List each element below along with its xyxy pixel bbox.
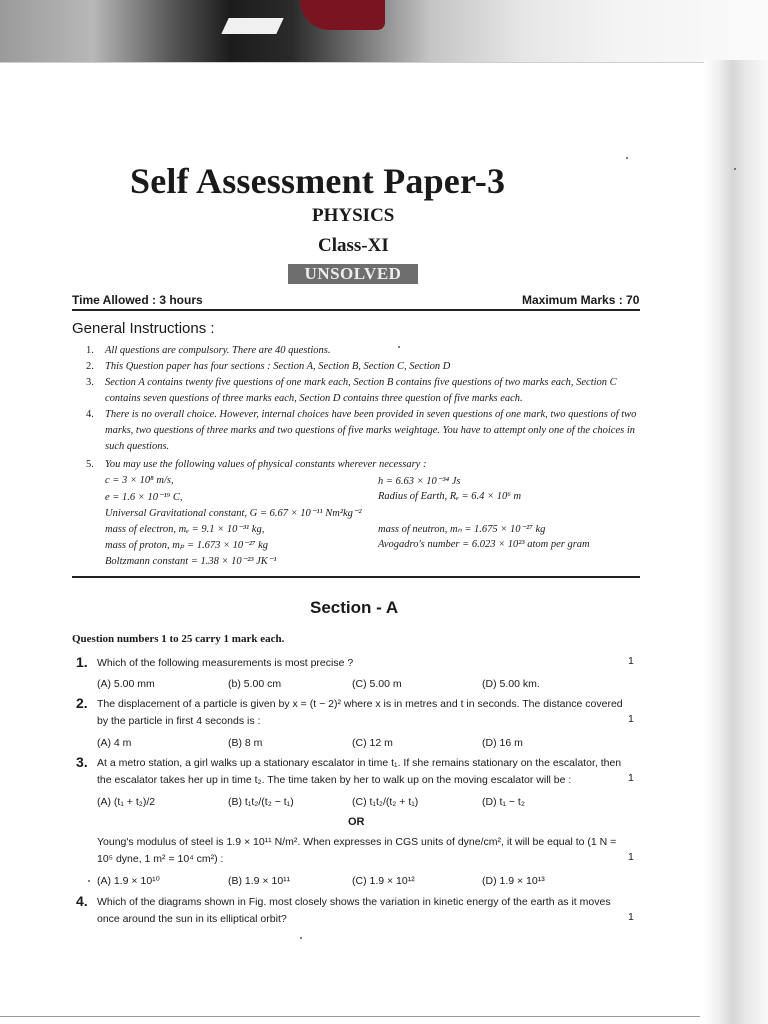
constant-electron-mass: mass of electron, mₑ = 9.1 × 10⁻³¹ kg, bbox=[105, 524, 265, 535]
instruction-number: 1. bbox=[86, 345, 94, 356]
question-text: Which of the diagrams shown in Fig. most closely shows the variation in kinetic energy of the earth as it moves once around the sun in its elliptical orbit? bbox=[97, 896, 611, 925]
instruction-text: Section A contains twenty five questions of one mark each, Section B contains five questions of two marks each, Section C contains seven questions of three marks each, Section D contains three question of five marks each. bbox=[105, 377, 617, 404]
question-text: Young's modulus of steel is 1.9 × 10¹¹ N/m². When expresses in CGS units of dyne/cm², it will be equal to (1 N = 10⁵ dyne, 1 m² = 10⁴ cm²) : bbox=[97, 836, 617, 865]
option-b: (B) 8 m bbox=[228, 737, 263, 749]
option-b: (B) t₁t₂/(t₂ − t₁) bbox=[228, 796, 294, 808]
question-text: At a metro station, a girl walks up a stationary escalator in time t₁. If she remains stationary on the escalator, then the escalator takes her up in time t₂. The time taken by her to walk up on the moving escalator will be : bbox=[97, 757, 622, 786]
constant-c: c = 3 × 10⁸ m/s, bbox=[105, 475, 174, 486]
scan-speck bbox=[398, 346, 400, 348]
option-c: (C) t₁t₂/(t₂ + t₁) bbox=[352, 796, 419, 808]
question-number: 3. bbox=[76, 754, 88, 770]
instruction-item bbox=[86, 359, 642, 375]
option-d: (D) 1.9 × 10¹³ bbox=[482, 875, 545, 887]
option-d: (D) 5.00 km. bbox=[482, 678, 540, 690]
option-a: (A) 5.00 mm bbox=[97, 678, 155, 690]
option-b: (b) 5.00 cm bbox=[228, 678, 282, 690]
question-marks: 1 bbox=[628, 772, 634, 784]
section-a-heading: Section - A bbox=[310, 598, 399, 617]
scan-bottom-edge bbox=[0, 1016, 700, 1017]
constant-avogadro: Avogadro's number = 6.023 × 10²³ atom per gram bbox=[378, 539, 590, 550]
question-marks: 1 bbox=[628, 713, 634, 725]
constant-h: h = 6.63 × 10⁻³⁴ Js bbox=[378, 476, 461, 487]
question-text: The displacement of a particle is given by x = (t − 2)² where x is in metres and t in seconds. The distance covered by the particle in first 4 seconds is : bbox=[97, 698, 623, 727]
question-number: 2. bbox=[76, 695, 88, 711]
unsolved-badge: UNSOLVED bbox=[288, 264, 418, 284]
option-d: (D) 16 m bbox=[482, 737, 523, 749]
section-note: Question numbers 1 to 25 carry 1 mark each. bbox=[72, 633, 285, 645]
constant-proton-mass: mass of proton, mₚ = 1.673 × 10⁻²⁷ kg bbox=[105, 540, 269, 551]
instruction-text: This Question paper has four sections : Section A, Section B, Section C, Section D bbox=[105, 361, 451, 372]
option-c: (C) 5.00 m bbox=[352, 678, 402, 690]
instruction-number: 4. bbox=[86, 409, 94, 420]
option-c: (C) 1.9 × 10¹² bbox=[352, 875, 415, 887]
instruction-item bbox=[86, 343, 642, 359]
option-a: (A) (t₁ + t₂)/2 bbox=[97, 796, 156, 808]
page-title: Self Assessment Paper-3 bbox=[130, 161, 506, 201]
question-number: 1. bbox=[76, 654, 88, 670]
instruction-number: 2. bbox=[86, 361, 94, 372]
question-number: 4. bbox=[76, 893, 88, 909]
constant-gravitational: Universal Gravitational constant, G = 6.67 × 10⁻¹¹ Nm²kg⁻² bbox=[105, 508, 362, 519]
constant-radius-earth: Radius of Earth, Rₑ = 6.4 × 10⁶ m bbox=[378, 491, 522, 502]
class-heading: Class-XI bbox=[318, 235, 389, 256]
header-divider bbox=[72, 309, 640, 311]
subject-heading: PHYSICS bbox=[312, 205, 395, 226]
question-marks: 1 bbox=[628, 911, 634, 923]
constant-e: e = 1.6 × 10⁻¹⁹ C, bbox=[105, 492, 183, 503]
instruction-text: All questions are compulsory. There are 40 questions. bbox=[105, 345, 331, 356]
scan-top-highlight bbox=[221, 18, 283, 34]
general-instructions-title: General Instructions : bbox=[72, 320, 215, 337]
option-b: (B) 1.9 × 10¹¹ bbox=[228, 875, 291, 887]
question-marks: 1 bbox=[628, 851, 634, 863]
constant-neutron-mass: mass of neutron, mₙ = 1.675 × 10⁻²⁷ kg bbox=[378, 524, 546, 535]
or-separator: OR bbox=[348, 816, 365, 828]
instruction-text: You may use the following values of physical constants wherever necessary : bbox=[105, 459, 427, 470]
scan-speck bbox=[626, 157, 628, 159]
option-c: (C) 12 m bbox=[352, 737, 393, 749]
scan-binding-shadow bbox=[704, 60, 768, 1024]
maximum-marks: Maximum Marks : 70 bbox=[522, 293, 640, 307]
scan-speck bbox=[88, 880, 90, 882]
instructions-divider bbox=[72, 576, 640, 578]
option-a: (A) 4 m bbox=[97, 737, 132, 749]
scan-speck bbox=[300, 937, 302, 939]
instruction-item bbox=[86, 375, 642, 407]
instruction-number: 5. bbox=[86, 459, 94, 470]
question-marks: 1 bbox=[628, 655, 634, 667]
instruction-item bbox=[86, 407, 642, 455]
constant-boltzmann: Boltzmann constant = 1.38 × 10⁻²³ JK⁻¹ bbox=[105, 556, 277, 567]
time-allowed: Time Allowed : 3 hours bbox=[72, 293, 203, 307]
option-a: (A) 1.9 × 10¹⁰ bbox=[97, 875, 160, 887]
scan-speck bbox=[734, 168, 736, 170]
instruction-text: There is no overall choice. However, internal choices have been provided in seven questions of one mark, two questions of two marks, two questions of three marks and two questions of five marks weightage. You have to attempt only one of the choices in such questions. bbox=[105, 409, 637, 452]
instruction-item bbox=[86, 457, 642, 473]
instruction-number: 3. bbox=[86, 377, 94, 388]
question-text: Which of the following measurements is most precise ? bbox=[97, 657, 354, 669]
option-d: (D) t₁ − t₂ bbox=[482, 796, 525, 808]
